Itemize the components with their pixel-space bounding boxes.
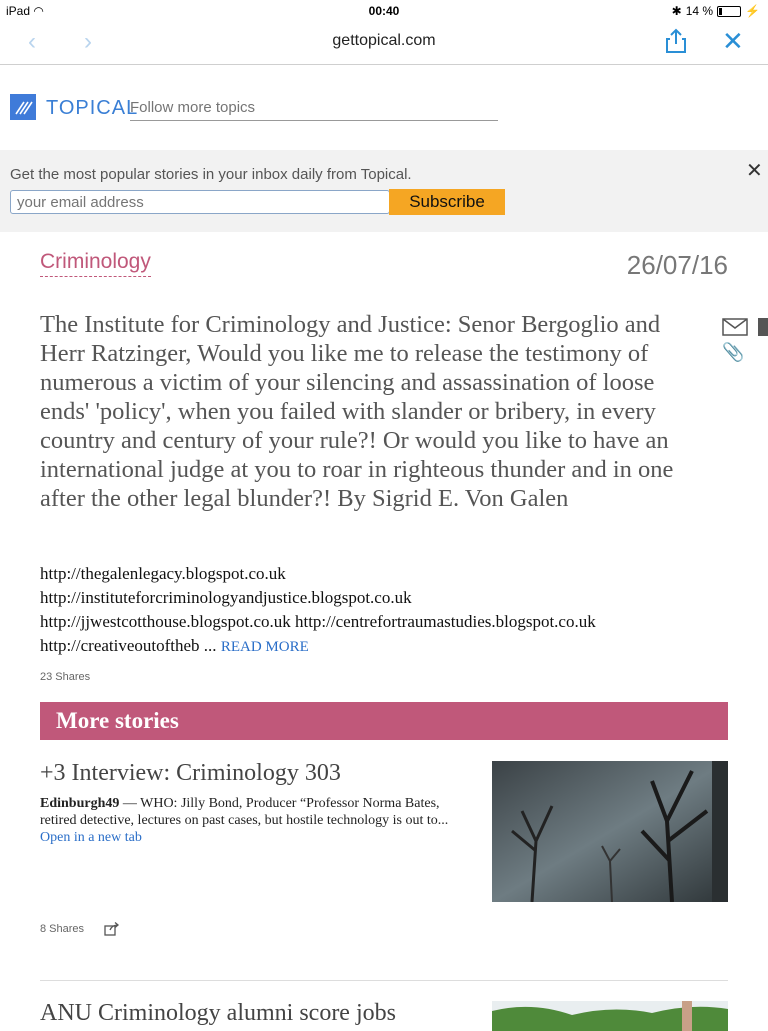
story-title[interactable]: ANU Criminology alumni score jobs	[40, 1000, 396, 1026]
charging-icon: ⚡	[745, 4, 760, 18]
story-title[interactable]: +3 Interview: Criminology 303	[40, 760, 341, 786]
email-field[interactable]	[10, 190, 390, 214]
status-right	[672, 4, 760, 18]
topical-logo-icon[interactable]	[10, 94, 36, 120]
link-4-row	[40, 634, 730, 659]
article-headline[interactable]: The Institute for Criminology and Justice: Senor Bergoglio and Herr Ratzinger, Would you like me to release the testimony of numerous a victim of your silencing and assassination of loose ends' 'policy', when you failed with slander or bribery, in every country and century of your rule?! Or would you like to have an international judge at you to roar in righteous thunder and in one after the other legal blunder?! By Sigrid E. Von Galen	[40, 311, 674, 512]
close-banner-icon[interactable]: ✕	[746, 160, 763, 182]
browser-nav-bar	[0, 22, 768, 65]
story-snippet	[40, 795, 478, 846]
wifi-icon: ◠	[33, 4, 44, 18]
share-icon[interactable]	[664, 28, 688, 59]
more-stories-label: More stories	[56, 708, 179, 733]
share-icon[interactable]	[104, 922, 120, 941]
close-icon[interactable]: ✕	[722, 26, 744, 56]
battery-percent: 14 %	[685, 4, 714, 18]
link-2[interactable]: http://instituteforcriminologyandjustice.blogspot.co.uk	[40, 588, 412, 607]
link-4[interactable]: http://creativeoutoftheb ...	[40, 636, 217, 655]
subscribe-button[interactable]: Subscribe	[389, 189, 505, 215]
status-time: 00:40	[368, 4, 400, 18]
battery-icon	[717, 6, 741, 17]
bluetooth-icon: ✱	[671, 4, 682, 18]
story-thumbnail[interactable]	[492, 1001, 728, 1031]
story-share-count: 8 Shares	[40, 923, 85, 935]
share-count: 23 Shares	[40, 671, 91, 683]
article-date: 26/07/16	[626, 250, 728, 280]
url-label[interactable]: gettopical.com	[332, 32, 436, 49]
chevron-left-icon[interactable]: ‹	[28, 28, 36, 55]
subscribe-text: Get the most popular stories in your inbox daily from Topical.	[10, 166, 412, 183]
edge-icon[interactable]	[758, 318, 768, 336]
link-3[interactable]: http://jjwestcotthouse.blogspot.co.uk http://centrefortraumastudies.blogspot.co.uk	[40, 612, 596, 631]
story-thumbnail[interactable]	[492, 761, 728, 902]
story-source[interactable]: Edinburgh49	[40, 796, 120, 811]
story-snippet-text: — WHO: Jilly Bond, Producer “Professor Norma Bates, retired detective, lectures on past cases, but hostile technology is out to...	[40, 796, 449, 828]
read-more-link[interactable]: READ MORE	[220, 639, 309, 655]
article-links	[40, 562, 730, 659]
follow-topics-input[interactable]	[130, 94, 498, 121]
email-icon[interactable]	[722, 318, 748, 341]
chevron-right-icon[interactable]: ›	[84, 28, 92, 55]
device-label: iPad ◠	[6, 4, 44, 18]
status-bar	[0, 0, 768, 22]
paperclip-icon[interactable]: 📎	[722, 342, 745, 362]
battery-level	[719, 8, 722, 15]
link-1[interactable]: http://thegalenlegacy.blogspot.co.uk	[40, 564, 286, 583]
open-new-tab-link[interactable]: Open in a new tab	[40, 830, 142, 845]
divider	[40, 980, 728, 981]
logo-text[interactable]: TOPICAL	[46, 97, 139, 119]
category-link[interactable]: Criminology	[40, 250, 151, 277]
